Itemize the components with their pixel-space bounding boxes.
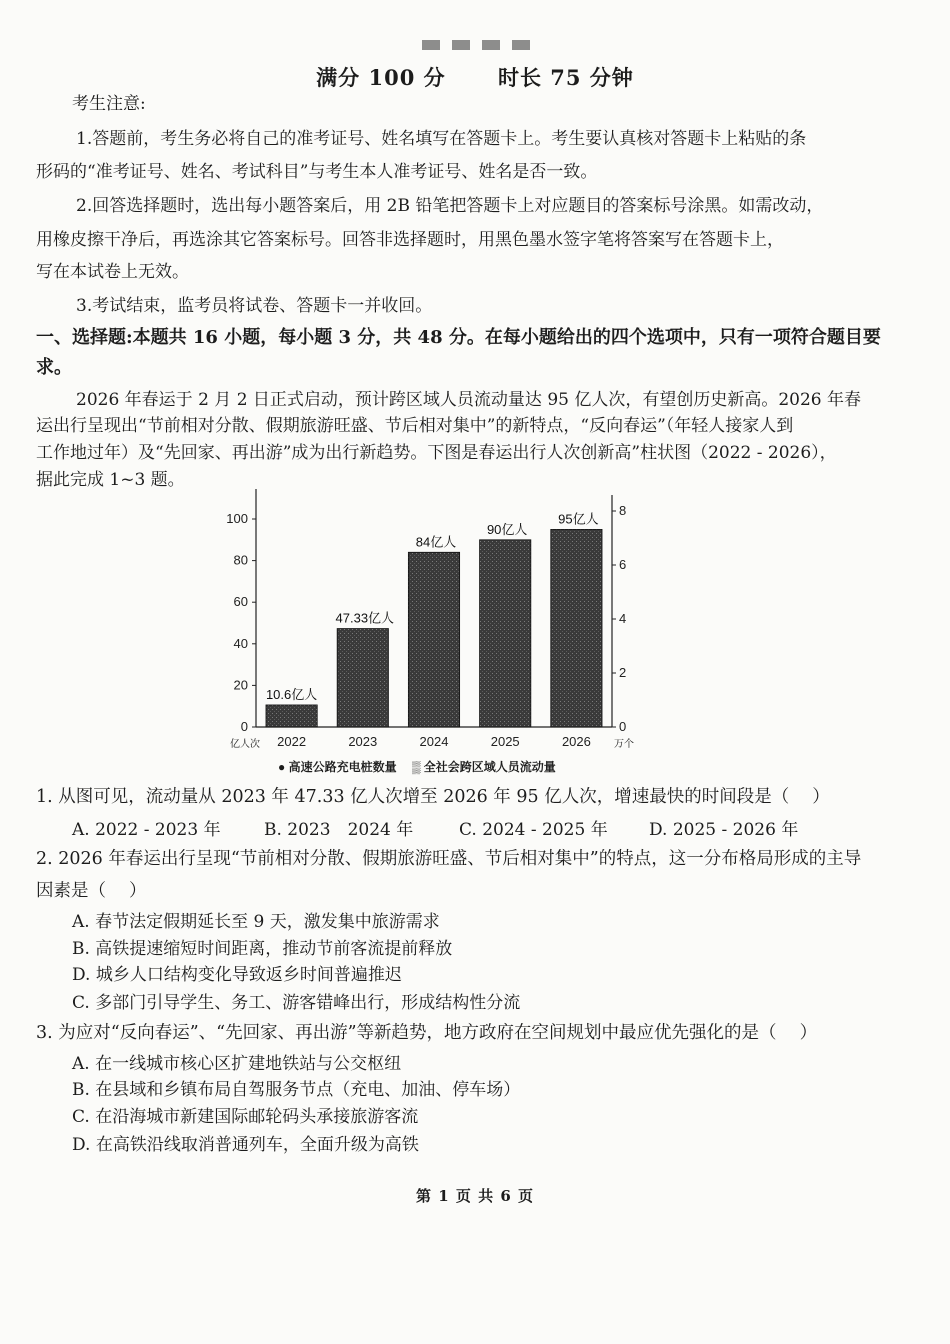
y2-tick-label: 4 [619,611,627,626]
bar-chart [220,485,640,780]
bar-2023 [337,629,388,727]
q3-option-a[interactable]: A. 在一线城市核心区扩建地铁站与公交枢纽 [72,1054,402,1074]
question-1-options [72,815,832,840]
question-2-stem-cont: 因素是（ ） [36,881,147,901]
section-1-title: 一、选择题:本题共 16 小题，每小题 3 分，共 48 分。在每小题给出的四个选项中，只有一项符合题目要 [36,327,881,348]
passage-line-1: 2026 年春运于 2 月 2 日正式启动，预计跨区域人员流动量达 95 亿人次，有望创历史新高。2026 年春 [76,390,862,410]
notice-item-1-cont: 形码的“准考证号、姓名、考试科目”与考生本人准考证号、姓名是否一致。 [36,162,598,182]
y-tick-label: 40 [233,635,248,651]
bar-2022 [266,705,317,727]
full-score: 满分 100 分 [316,65,446,90]
bar-data-label: 47.33亿人 [335,610,395,626]
bar-data-label: 10.6亿人 [265,686,318,702]
y-tick-label: 100 [226,511,248,526]
section-1-title-cont: 求。 [36,357,72,378]
q2-option-d[interactable]: D. 城乡人口结构变化导致返乡时间普遍推迟 [72,965,402,985]
notice-item-1: 1.答题前，考生务必将自己的准考证号、姓名填写在答题卡上。考生要认真核对答题卡上粘贴的条 [76,129,807,149]
page-footer: 第 1 页 共 6 页 [416,1187,534,1205]
right-axis-unit: 万个 [614,739,634,750]
q1-option-a[interactable]: A. 2022 - 2023 年 [72,820,221,840]
x-tick-label: 2025 [490,734,520,749]
bar-data-label: 95亿人 [558,511,599,527]
y2-tick-label: 8 [619,503,627,518]
exam-title [0,62,950,92]
x-tick-label: 2023 [348,734,378,749]
bar-2026 [551,529,602,727]
q2-option-a[interactable]: A. 春节法定假期延长至 9 天，激发集中旅游需求 [72,912,440,932]
bar-2025 [480,540,531,727]
y-tick-label: 80 [233,552,248,568]
y-tick-label: 60 [233,594,248,610]
bar-data-label: 84亿人 [415,534,457,550]
x-tick-label: 2022 [277,734,307,749]
y-tick-label: 20 [233,677,248,693]
chart-legend [278,758,568,775]
q1-option-b[interactable]: B. 2023 2024 年 [264,820,414,840]
legend-item-charging-piles: ● 高速公路充电桩数量 [278,760,397,774]
notice-item-2-cont: 用橡皮擦干净后，再选涂其它答案标号。回答非选择题时，用黑色墨水签字笔将答案写在答题卡上， [36,230,784,250]
question-1-stem: 1. 从图可见，流动量从 2023 年 47.33 亿人次增至 2026 年 95 亿人次，增速最快的时间段是（ ） [36,787,830,807]
passage-line-2: 运出行呈现出“节前相对分散、假期旅游旺盛、节后相对集中”的新特点，“反向春运”（年轻人接家人到 [36,416,794,436]
left-axis-unit: 亿人次 [230,739,260,750]
question-2-stem: 2. 2026 年春运出行呈现“节前相对分散、假期旅游旺盛、节后相对集中”的特点，这一分布格局形成的主导 [36,849,862,869]
passage-line-4: 据此完成 1~3 题。 [36,470,185,490]
y2-tick-label: 2 [619,665,627,680]
y-tick-label: 0 [240,719,248,734]
q3-option-c[interactable]: C. 在沿海城市新建国际邮轮码头承接旅游客流 [72,1107,419,1127]
q2-option-b[interactable]: B. 高铁提速缩短时间距离，推动节前客流提前释放 [72,939,453,959]
q1-option-c[interactable]: C. 2024 - 2025 年 [459,820,608,840]
notice-item-2: 2.回答选择题时，选出每小题答案后，用 2B 铅笔把答题卡上对应题目的答案标号涂黑。如需改动， [76,196,824,216]
q3-option-d[interactable]: D. 在高铁沿线取消普通列车，全面升级为高铁 [72,1135,419,1155]
duration: 时长 75 分钟 [497,65,634,90]
bar-2024 [408,552,459,727]
q3-option-b[interactable]: B. 在县域和乡镇布局自驾服务节点（充电、加油、停车场） [72,1080,521,1100]
cropped-header-text [422,40,542,50]
x-tick-label: 2024 [419,734,449,749]
q1-option-d[interactable]: D. 2025 - 2026 年 [649,820,799,840]
notice-item-3: 3.考试结束，监考员将试卷、答题卡一并收回。 [76,296,433,316]
notice-item-2-cont2: 写在本试卷上无效。 [36,262,189,282]
bar-chart-svg [220,485,640,760]
y2-tick-label: 0 [619,719,627,734]
q2-option-c[interactable]: C. 多部门引导学生、务工、游客错峰出行，形成结构性分流 [72,993,521,1013]
y2-tick-label: 6 [619,557,627,572]
passage-line-3: 工作地过年）及“先回家、再出游”成为出行新趋势。下图是春运出行人次创新高”柱状图（2022 - 2026）， [36,443,837,463]
x-tick-label: 2026 [561,734,591,749]
legend-item-flow: ▒ 全社会跨区域人员流动量 [411,760,556,774]
bar-data-label: 90亿人 [486,521,528,537]
question-3-stem: 3. 为应对“反向春运”、“先回家、再出游”等新趋势，地方政府在空间规划中最应优先强化的是（ ） [36,1023,818,1043]
notice-heading: 考生注意: [72,94,146,114]
